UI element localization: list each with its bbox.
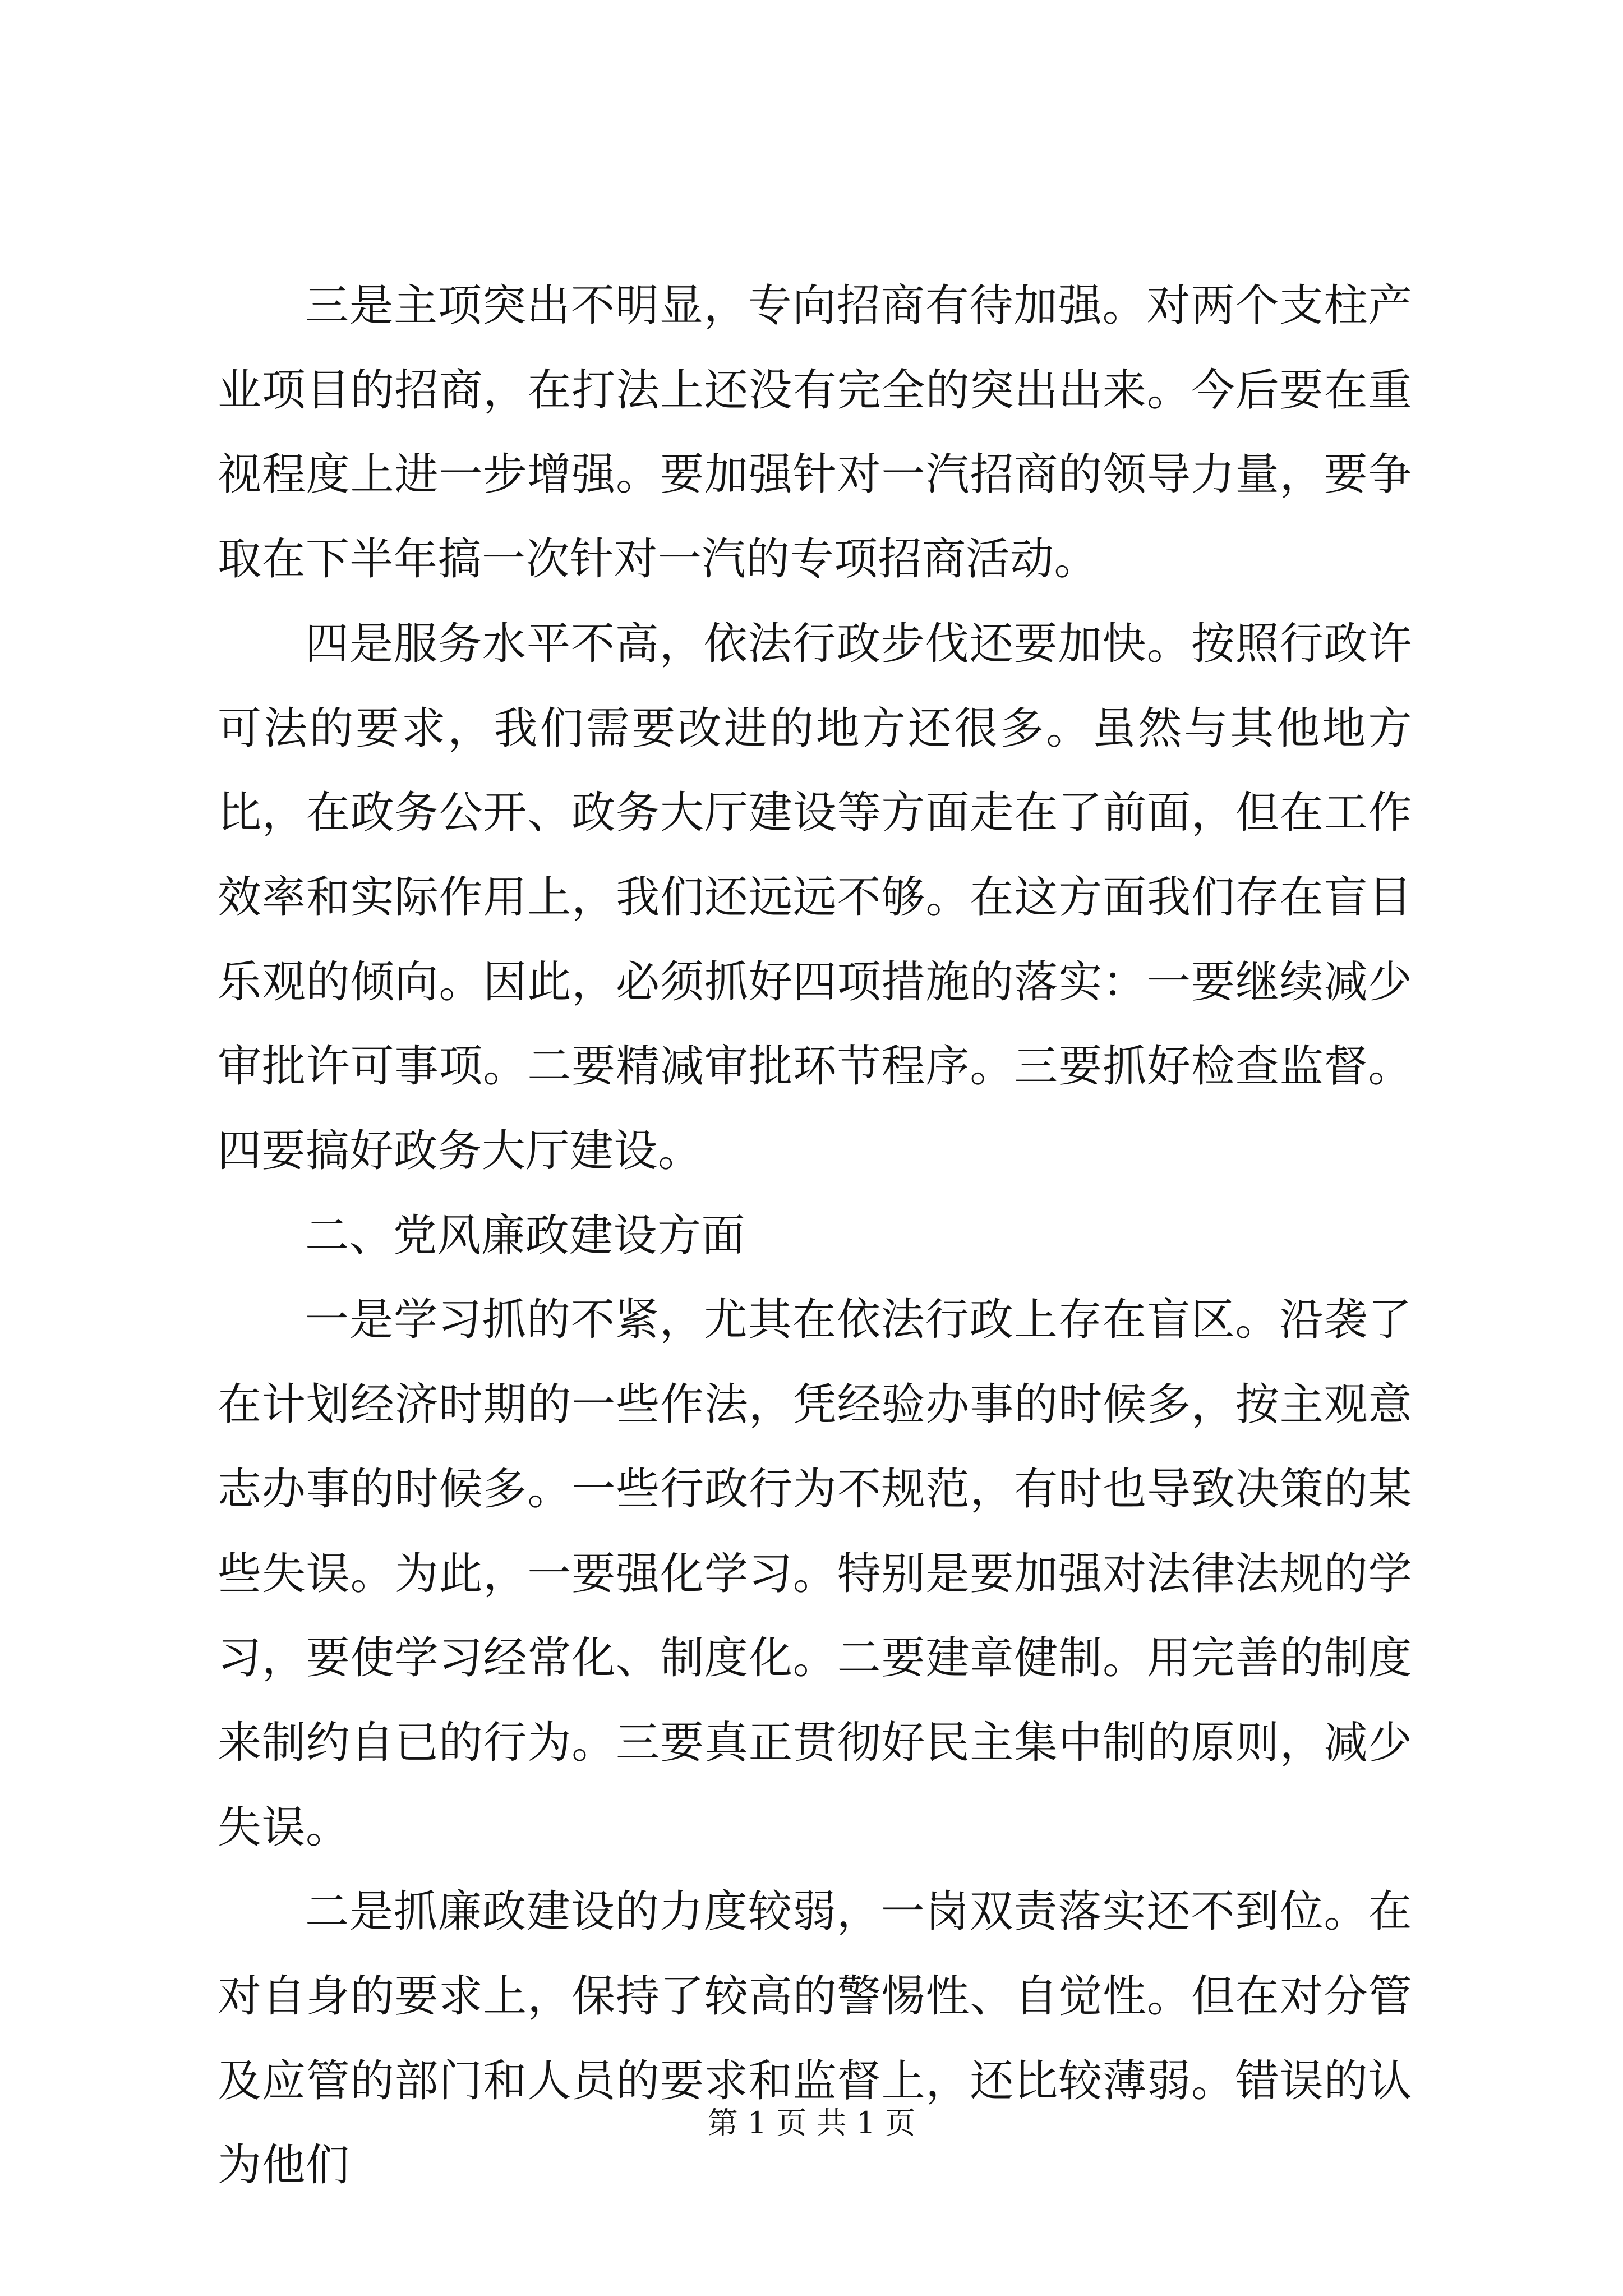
section-heading: 二、党风廉政建设方面 xyxy=(305,1210,746,1261)
paragraph: 三是主项突出不明显，专向招商有待加强。对两个支柱产业项目的招商，在打法上还没有完全的突出出来。今后要在重视程度上进一步增强。要加强针对一汽招商的领导力量，要争取在下半年搞一次针对一汽的专项招商活动。 xyxy=(218,280,1412,585)
paragraph: 四是服务水平不高，依法行政步伐还要加快。按照行政许可法的要求，我们需要改进的地方还很多。虽然与其他地方比，在政务公开、政务大厅建设等方面走在了前面，但在工作效率和实际作用上，我们还远远不够。在这方面我们存在盲目乐观的倾向。因此，必须抓好四项措施的落实：一要继续减少审批许可事项。二要精减审批环节程序。三要抓好检查监督。四要搞好政务大厅建设。 xyxy=(218,618,1412,1177)
page-footer: 第 1 页 共 1 页 xyxy=(707,2105,916,2141)
paragraph: 二是抓廉政建设的力度较弱，一岗双责落实还不到位。在对自身的要求上，保持了较高的警惕性、自觉性。但在对分管及应管的部门和人员的要求和监督上，还比较薄弱。错误的认为他们 xyxy=(218,1887,1412,2191)
document-body xyxy=(218,264,1412,2208)
paragraph: 一是学习抓的不紧，尤其在依法行政上存在盲区。沿袭了在计划经济时期的一些作法，凭经验办事的时候多，按主观意志办事的时候多。一些行政行为不规范，有时也导致决策的某些失误。为此，一要强化学习。特别是要加强对法律法规的学习，要使学习经常化、制度化。二要建章健制。用完善的制度来制约自已的行为。三要真正贯彻好民主集中制的原则，减少失误。 xyxy=(218,1295,1412,1853)
